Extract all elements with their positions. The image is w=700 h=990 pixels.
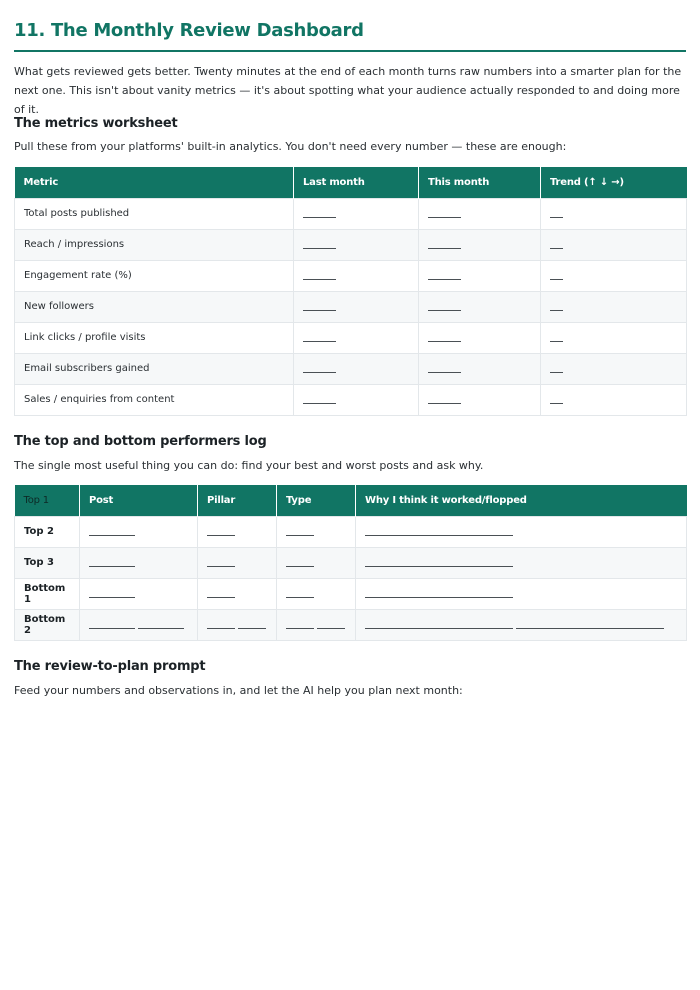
- fill-in-blank[interactable]: [207, 566, 235, 567]
- post-cell[interactable]: [80, 516, 198, 547]
- fill-in-blank[interactable]: [550, 279, 563, 280]
- fill-in-blank[interactable]: [428, 341, 461, 342]
- fill-in-blank[interactable]: [550, 217, 563, 218]
- fill-in-blank[interactable]: [365, 597, 513, 598]
- fill-in-blank[interactable]: [89, 535, 135, 536]
- fill-in-blank[interactable]: [365, 628, 513, 629]
- type-cell[interactable]: [277, 547, 356, 578]
- fill-in-blank[interactable]: [365, 535, 513, 536]
- fill-in-blank[interactable]: [428, 279, 461, 280]
- performers-col-top1: Top 1: [15, 485, 80, 516]
- metrics-col-this-month: This month: [419, 167, 541, 198]
- fill-in-blank[interactable]: [89, 628, 135, 629]
- table-row: [15, 229, 687, 260]
- why-cell[interactable]: [356, 609, 687, 640]
- metrics-heading: The metrics worksheet: [14, 116, 178, 131]
- fill-in-blank[interactable]: [550, 403, 563, 404]
- fill-in-blank[interactable]: [428, 217, 461, 218]
- type-cell[interactable]: [277, 609, 356, 640]
- performer-rank-label: Bottom 1: [15, 578, 80, 609]
- fill-in-blank[interactable]: [317, 628, 345, 629]
- trend-cell[interactable]: [541, 384, 687, 415]
- this-month-cell[interactable]: [419, 229, 541, 260]
- performer-rank-label: Top 3: [15, 547, 80, 578]
- trend-cell[interactable]: [541, 260, 687, 291]
- metric-label: Reach / impressions: [15, 229, 294, 260]
- last-month-cell[interactable]: [294, 353, 419, 384]
- type-cell[interactable]: [277, 578, 356, 609]
- prompt-heading: The review-to-plan prompt: [14, 659, 206, 674]
- fill-in-blank[interactable]: [138, 628, 184, 629]
- fill-in-blank[interactable]: [286, 597, 314, 598]
- why-cell[interactable]: [356, 516, 687, 547]
- fill-in-blank[interactable]: [303, 341, 336, 342]
- this-month-cell[interactable]: [419, 353, 541, 384]
- performers-heading: The top and bottom performers log: [14, 434, 267, 449]
- trend-cell[interactable]: [541, 198, 687, 229]
- performers-col-post: Post: [80, 485, 198, 516]
- type-cell[interactable]: [277, 516, 356, 547]
- this-month-cell[interactable]: [419, 384, 541, 415]
- fill-in-blank[interactable]: [303, 279, 336, 280]
- table-row: [15, 322, 687, 353]
- fill-in-blank[interactable]: [303, 248, 336, 249]
- post-cell[interactable]: [80, 547, 198, 578]
- table-row: [15, 609, 687, 640]
- post-cell[interactable]: [80, 578, 198, 609]
- fill-in-blank[interactable]: [550, 372, 563, 373]
- trend-cell[interactable]: [541, 353, 687, 384]
- fill-in-blank[interactable]: [286, 628, 314, 629]
- fill-in-blank[interactable]: [303, 217, 336, 218]
- table-row: [15, 578, 687, 609]
- fill-in-blank[interactable]: [550, 248, 563, 249]
- metric-label: New followers: [15, 291, 294, 322]
- trend-cell[interactable]: [541, 291, 687, 322]
- fill-in-blank[interactable]: [286, 566, 314, 567]
- pillar-cell[interactable]: [198, 516, 277, 547]
- last-month-cell[interactable]: [294, 229, 419, 260]
- this-month-cell[interactable]: [419, 322, 541, 353]
- fill-in-blank[interactable]: [428, 372, 461, 373]
- metric-label: Engagement rate (%): [15, 260, 294, 291]
- fill-in-blank[interactable]: [207, 628, 235, 629]
- trend-cell[interactable]: [541, 229, 687, 260]
- performers-col-why: Why I think it worked/flopped: [356, 485, 687, 516]
- prompt-description: Feed your numbers and observations in, and let the AI help you plan next month:: [14, 684, 463, 697]
- last-month-cell[interactable]: [294, 291, 419, 322]
- table-row: [15, 353, 687, 384]
- fill-in-blank[interactable]: [303, 372, 336, 373]
- metrics-description: Pull these from your platforms' built-in analytics. You don't need every number — these are enough:: [14, 140, 567, 153]
- last-month-cell[interactable]: [294, 260, 419, 291]
- pillar-cell[interactable]: [198, 609, 277, 640]
- metric-label: Email subscribers gained: [15, 353, 294, 384]
- performers-header-row: [15, 485, 687, 516]
- pillar-cell[interactable]: [198, 547, 277, 578]
- performers-description: The single most useful thing you can do: find your best and worst posts and ask why.: [14, 459, 484, 472]
- why-cell[interactable]: [356, 547, 687, 578]
- fill-in-blank[interactable]: [550, 310, 563, 311]
- intro-paragraph: What gets reviewed gets better. Twenty minutes at the end of each month turns raw numbers into a smarter plan for the next one. This isn't about vanity metrics — it's about spotting what your audience actually responded to and doing more of it.: [14, 65, 682, 116]
- fill-in-blank[interactable]: [303, 403, 336, 404]
- metric-label: Sales / enquiries from content: [15, 384, 294, 415]
- why-cell[interactable]: [356, 578, 687, 609]
- fill-in-blank[interactable]: [428, 403, 461, 404]
- metrics-table-body: [15, 198, 687, 415]
- fill-in-blank[interactable]: [428, 248, 461, 249]
- last-month-cell[interactable]: [294, 322, 419, 353]
- table-row: [15, 384, 687, 415]
- performers-table-body: [15, 516, 687, 640]
- last-month-cell[interactable]: [294, 198, 419, 229]
- fill-in-blank[interactable]: [303, 310, 336, 311]
- table-row: [15, 291, 687, 322]
- table-row: [15, 516, 687, 547]
- fill-in-blank[interactable]: [516, 628, 664, 629]
- metrics-col-trend: Trend (↑ ↓ →): [541, 167, 687, 198]
- this-month-cell[interactable]: [419, 198, 541, 229]
- fill-in-blank[interactable]: [89, 566, 135, 567]
- pillar-cell[interactable]: [198, 578, 277, 609]
- performers-table: [14, 485, 687, 641]
- metrics-col-last-month: Last month: [294, 167, 419, 198]
- fill-in-blank[interactable]: [207, 597, 235, 598]
- metric-label: Link clicks / profile visits: [15, 322, 294, 353]
- last-month-cell[interactable]: [294, 384, 419, 415]
- this-month-cell[interactable]: [419, 260, 541, 291]
- title-divider: [14, 50, 686, 52]
- table-row: [15, 547, 687, 578]
- performers-col-pillar: Pillar: [198, 485, 277, 516]
- page-title: 11. The Monthly Review Dashboard: [14, 20, 364, 41]
- fill-in-blank[interactable]: [207, 535, 235, 536]
- table-row: [15, 260, 687, 291]
- metrics-header-row: [15, 167, 687, 198]
- metrics-col-metric: Metric: [15, 167, 294, 198]
- fill-in-blank[interactable]: [89, 597, 135, 598]
- table-row: [15, 198, 687, 229]
- performer-rank-label: Bottom 2: [15, 609, 80, 640]
- fill-in-blank[interactable]: [365, 566, 513, 567]
- metrics-table: [14, 167, 687, 416]
- fill-in-blank[interactable]: [286, 535, 314, 536]
- performer-rank-label: Top 2: [15, 516, 80, 547]
- metric-label: Total posts published: [15, 198, 294, 229]
- fill-in-blank[interactable]: [238, 628, 266, 629]
- this-month-cell[interactable]: [419, 291, 541, 322]
- trend-cell[interactable]: [541, 322, 687, 353]
- fill-in-blank[interactable]: [428, 310, 461, 311]
- performers-col-type: Type: [277, 485, 356, 516]
- fill-in-blank[interactable]: [550, 341, 563, 342]
- post-cell[interactable]: [80, 609, 198, 640]
